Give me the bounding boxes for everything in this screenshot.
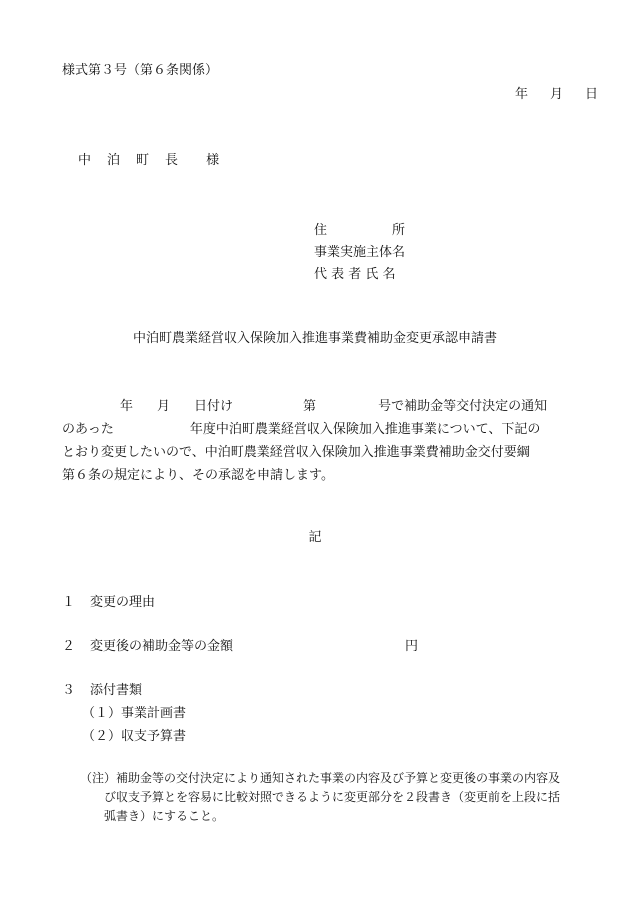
recipient-char: 中 [78, 153, 92, 168]
attachment-number: （１） [82, 706, 122, 721]
recipient-honorific: 様 [206, 153, 220, 168]
body-line-2 [62, 418, 592, 441]
item-attachments [62, 682, 142, 700]
attachment-number: （２） [82, 729, 122, 744]
body-number-suffix: 号で補助金等交付決定の通知 [378, 399, 548, 414]
address-label: 住 所 [314, 223, 406, 238]
body-paragraph [62, 395, 592, 487]
recipient [78, 152, 219, 170]
date-year-label: 年 [514, 87, 528, 102]
body-number-prefix: 第 [303, 399, 317, 414]
item-amount-unit: 円 [405, 639, 419, 654]
item-label: 変更の理由 [90, 595, 156, 610]
item-change-reason [62, 594, 155, 612]
body-line-2-end: 年度中泊町農業経営収入保険加入推進事業について、下記の [189, 422, 541, 437]
attachment-label: 収支予算書 [121, 729, 187, 744]
note-line-2: び収支予算とを容易に比較対照できるように変更部分を２段書き（変更前を上段に括 [104, 790, 561, 804]
ki-heading: 記 [308, 530, 322, 545]
item-number: ３ [62, 683, 76, 698]
note-block [80, 769, 600, 826]
recipient-char: 町 [136, 153, 150, 168]
date-line [515, 86, 598, 104]
date-day-label: 日 [584, 87, 598, 102]
item-number: １ [62, 595, 76, 610]
attachment-label: 事業計画書 [121, 706, 187, 721]
body-year-label: 年 [120, 399, 134, 414]
date-month-label: 月 [549, 87, 563, 102]
attachment-item [82, 705, 186, 723]
form-number: 様式第３号（第６条関係） [62, 63, 219, 78]
note-line-1: （注）補助金等の交付決定により通知された事業の内容及び予算と変更後の事業の内容及 [80, 771, 561, 785]
item-label: 添付書類 [90, 683, 143, 698]
representative-label: 代 表 者 氏 名 [314, 267, 396, 282]
recipient-char: 泊 [107, 153, 121, 168]
recipient-char: 長 [165, 153, 179, 168]
body-month-label: 月 [157, 399, 171, 414]
body-line-2-start: のあった [62, 422, 114, 437]
item-amount [62, 638, 418, 656]
body-line-4: 第６条の規定により、その承認を申請します。 [62, 468, 334, 483]
item-label: 変更後の補助金等の金額 [90, 639, 234, 654]
note-line-3: 弧書き）にすること。 [104, 809, 225, 823]
body-line-1 [62, 395, 592, 418]
entity-label: 事業実施主体名 [314, 245, 406, 260]
body-line-3: とおり変更したいので、中泊町農業経営収入保険加入推進事業費補助金交付要綱 [62, 445, 530, 460]
item-number: ２ [62, 639, 76, 654]
attachment-item [82, 728, 186, 746]
body-day-label: 日付け [194, 399, 234, 414]
document-title: 中泊町農業経営収入保険加入推進事業費補助金変更承認申請書 [132, 331, 497, 346]
applicant-block [314, 220, 405, 286]
